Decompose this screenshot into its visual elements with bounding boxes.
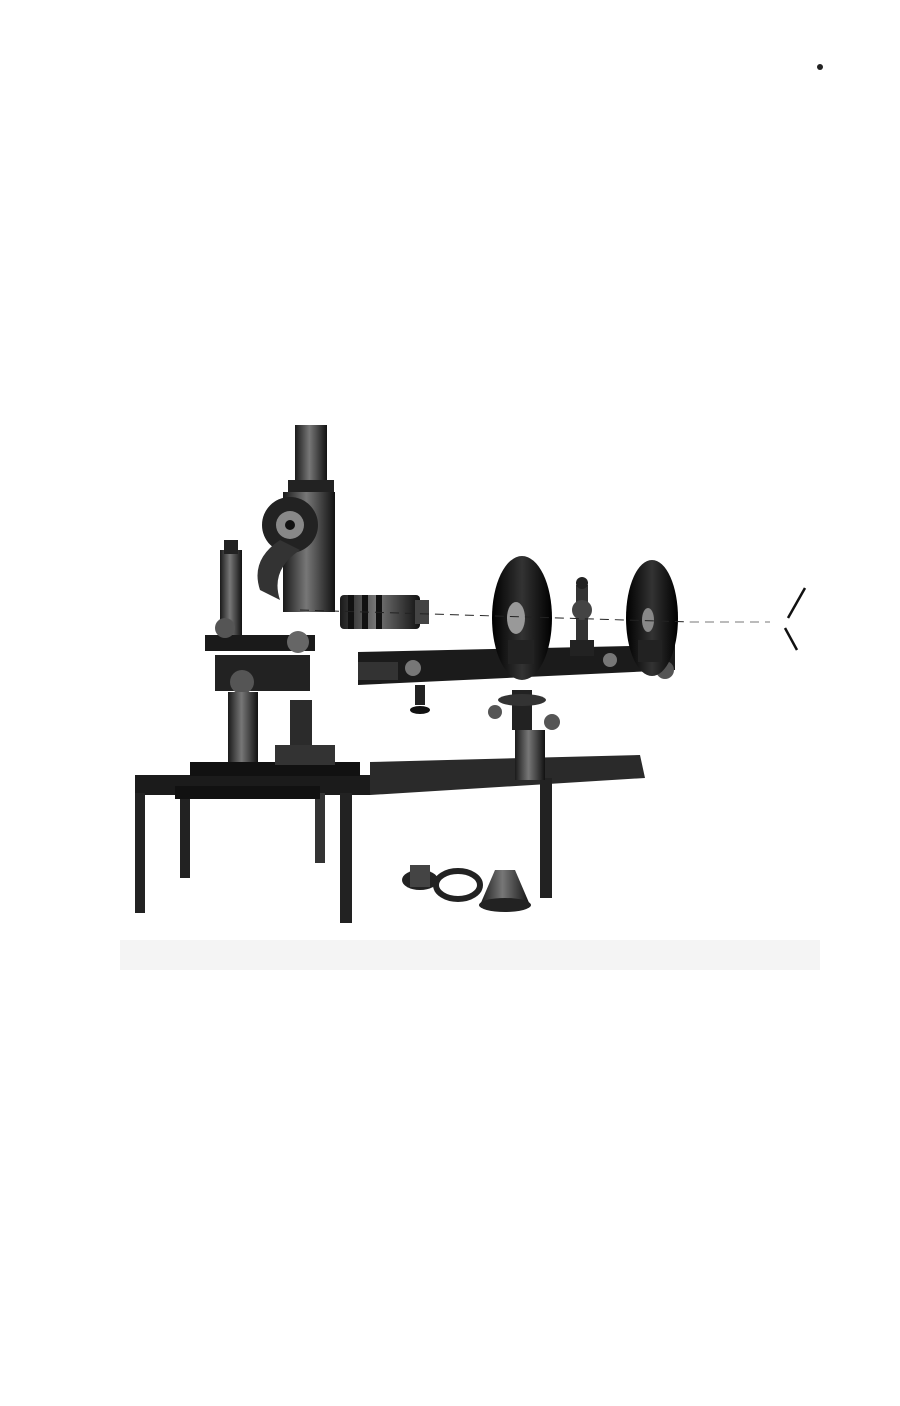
ink-speck (817, 64, 823, 70)
condenser-i (626, 560, 678, 676)
light-ray-lower (785, 628, 797, 650)
figure-microscope-apparatus (120, 400, 820, 980)
exchange-condensers (402, 865, 531, 912)
table-stand (135, 755, 645, 923)
condenser-ii (492, 556, 552, 680)
apparatus-illustration (120, 400, 820, 980)
slit (570, 577, 594, 656)
light-ray-upper (788, 588, 805, 618)
microscope (190, 425, 360, 776)
